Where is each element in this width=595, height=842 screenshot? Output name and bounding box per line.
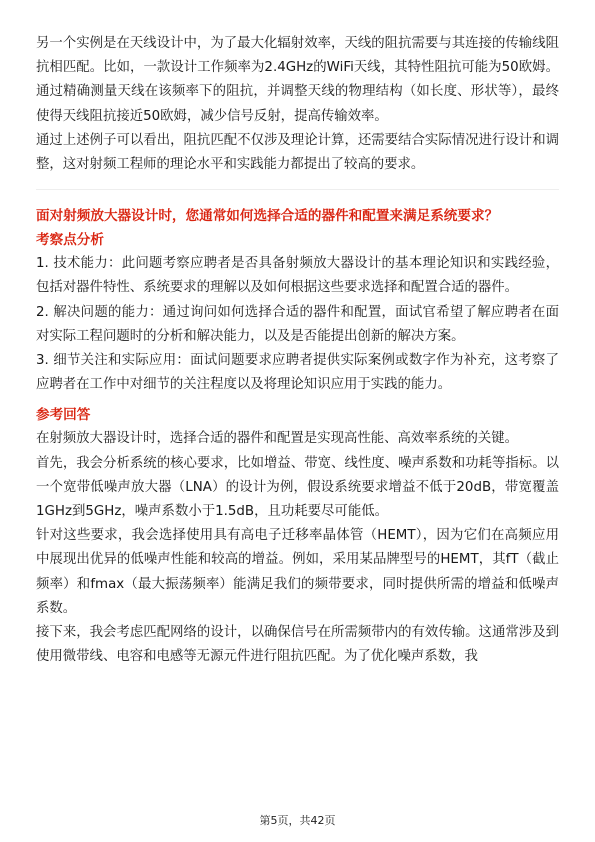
section-divider: [36, 189, 559, 200]
document-page: [36, 32, 559, 669]
analysis-point: 2. 解决问题的能力：通过询问如何选择合适的器件和配置，面试官希望了解应聘者在面对实际工程问题时的分析和解决能力，以及是否能提出创新的解决方案。: [36, 304, 559, 344]
answer-paragraph: 在射频放大器设计时，选择合适的器件和配置是实现高性能、高效率系统的关键。: [36, 431, 519, 447]
intro-paragraph: 通过上述例子可以看出，阻抗匹配不仅涉及理论计算，还需要结合实际情况进行设计和调整，这对射频工程师的理论水平和实践能力都提出了较高的要求。: [36, 132, 559, 173]
question-heading: 面对射频放大器设计时，您通常如何选择合适的器件和配置来满足系统要求？: [36, 208, 499, 225]
answer-paragraph: 首先，我会分析系统的核心要求，比如增益、带宽、线性度、噪声系数和功耗等指标。以一个宽带低噪声放大器（LNA）的设计为例，假设系统要求增益不低于20dB，带宽覆盖1GHz到5GHz，噪声系数小于1.5dB，且功耗要尽可能低。: [36, 455, 559, 520]
page-number: 第5页，共42页: [259, 814, 336, 827]
analysis-point: 1. 技术能力：此问题考察应聘者是否具备射频放大器设计的基本理论知识和实践经验，包括对器件特性、系统要求的理解以及如何根据这些要求选择和配置合适的器件。: [36, 256, 559, 296]
answer-paragraph: 接下来，我会考虑匹配网络的设计，以确保信号在所需频带内的有效传输。这通常涉及到使用微带线、电容和电感等无源元件进行阻抗匹配。为了优化噪声系数，我: [36, 625, 559, 665]
intro-paragraph: 另一个实例是在天线设计中，为了最大化辐射效率，天线的阻抗需要与其连接的传输线阻抗相匹配。比如，一款设计工作频率为2.4GHz的WiFi天线，其特性阻抗可能为50欧姆。通过精确测量天线在该频率下的阻抗，并调整天线的物理结构（如长度、形状等），最终使得天线阻抗接近50欧姆，减少信号反射，提高传输效率。: [36, 36, 559, 124]
answer-paragraph: 针对这些要求，我会选择使用具有高电子迁移率晶体管（HEMT），因为它们在高频应用中展现出优异的低噪声性能和较高的增益。例如，采用某品牌型号的HEMT，其fT（截止频率）和fmax（最大振荡频率）能满足我们的频带要求，同时提供所需的增益和低噪声系数。: [36, 528, 559, 616]
answer-title: 参考回答: [36, 407, 91, 424]
analysis-point: 3. 细节关注和实际应用：面试问题要求应聘者提供实际案例或数字作为补充，这考察了应聘者在工作中对细节的关注程度以及将理论知识应用于实践的能力。: [36, 353, 559, 393]
analysis-title: 考察点分析: [36, 232, 104, 249]
